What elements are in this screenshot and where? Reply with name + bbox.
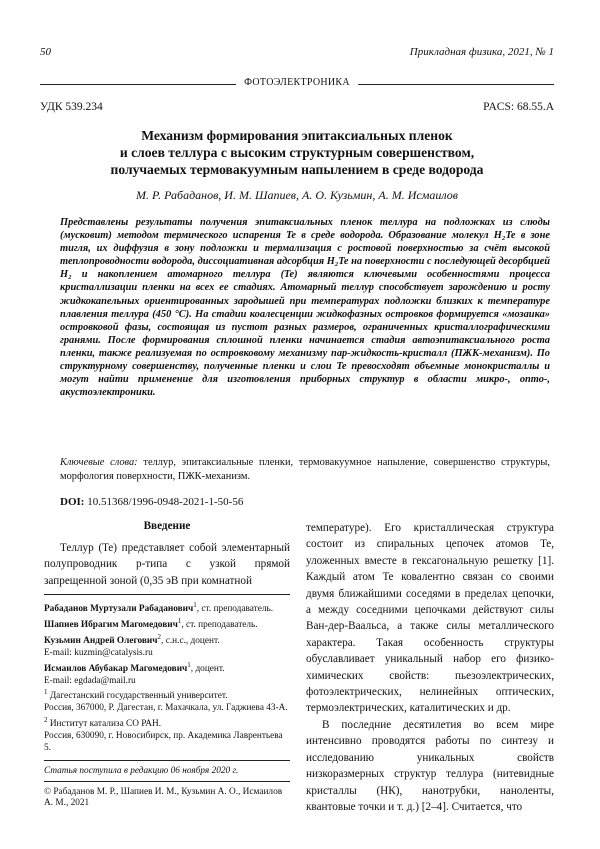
title-line: получаемых термовакуумным напылением в среде водорода [110,162,484,177]
keywords-label: Ключевые слова: [60,457,138,468]
body-paragraph: температуре). Его кристаллическая структура состоит из спиральных цепочек атомов Te, уложенных вместе в гексагональную решетку [1]. Каждый атом Te ковалентно связан со своими двумя ближайшими соседями в пределах цепочки, а между соседними цепочками действуют силы Ван-дер-Ваальса, а также силы металлического характера. Такая особенность структуры обуславливает уникальный набор его физико-химических свойств: пьезоэлектрических, фотоэлектрических, нелинейных оптических, термоэлектрических, каталитических и др. [306,522,554,715]
affiliation-author-2: Шапиев Ибрагим Магомедович$^1$, ст. преподаватель. [44,617,258,631]
title-line: и слоев теллура с высоким структурным совершенством, [119,145,475,160]
copyright-notice: © Рабаданов М. Р., Шапиев И. М., Кузьмин А. О., Исмаилов А. М., 2021 [44,786,283,809]
author-email: E-mail: egdada@mail.ru [44,675,136,686]
keywords [60,456,550,483]
organization-2-address: Россия, 630090, г. Новосибирск, пр. Академика Лаврентьева 5. [44,730,283,753]
paper-title [40,127,554,178]
title-line: Механизм формирования эпитаксиальных пленок [141,128,453,143]
intro-heading: Введение [143,520,191,532]
journal-reference: Прикладная физика, 2021, № 1 [409,46,554,58]
left-column [44,520,290,810]
section-label: ФОТОЭЛЕКТРОНИКА [236,77,358,88]
right-column [306,520,554,815]
footnote-separator [44,760,290,761]
body-paragraph: В последние десятилетия во всем мире интенсивно проводятся работы по синтезу и исследованию уникальных свойств низкоразмерных структур теллура (нитевидные кристаллы (НК), нанотрубки, наноленты, квантовые точки и т. д.) [2–4]. Считается, что [306,718,554,813]
abstract: Представлены результаты получения эпитаксиальных пленок теллура на подложках из слюды (мусковит) методом термического испарения Te в среде водорода. Образование молекул H₂Te в зоне тигля, их диффузия в зону подложки и термализация с ростовой поверхностью за счёт высокой теплопроводности водорода, диссоциативная адсорбция H₂Te на поверхности с последующей десорбцией H₂ и накоплением атомарного теллура (Te) являются ключевыми особенностями процесса кристаллизации пленки на всех ее стадиях. Атомарный теллур способствует зарождению и росту жидкокапельных ориентированных зародышей при температурах подложки близких к температуре плавления теллура (450 °С). На стадии коалесценции жидкофазных островков формируется «мозаика» островковой фазы, состоящая из пустот разных размеров, ограниченных кристаллографическими гранями. После формирования сплошной пленки начинается стадия автоэпитаксиального роста пленки, также реализуемая по островковому механизму пар-жидкость-кристалл (ПЖК-механизм). По структурному совершенству, полученные пленки и слои Te превосходят объемные монокристаллы и могут найти применение для изготовления приборных структур в области микро-, опто-, акустоэлектроники. [60,217,550,399]
doi [60,496,243,508]
doi-value: 10.51368/1996-0948-2021-1-50-56 [87,496,244,508]
udk-code: УДК 539.234 [40,101,103,113]
pacs-code: PACS: 68.55.A [483,101,554,113]
organization-1: $^1$ Дагестанский государственный университет. [44,688,228,702]
organization-1-address: Россия, 367000, Р. Дагестан, г. Махачкала, ул. Гаджиева 43-А. [44,703,288,714]
keywords-text: теллур, эпитаксиальные пленки, термовакуумное напыление, совершенство структуры, морфология поверхности, ПЖК-механизм. [60,457,550,482]
affiliation-author-3: Кузьмин Андрей Олегович$^2$, с.н.с., доцент. [44,633,220,647]
author-email: E-mail: kuzmin@catalysis.ru [44,647,153,658]
footnote-separator [44,594,290,595]
page-number: 50 [40,46,51,58]
affiliation-author-4: Исмаилов Абубакар Магомедович$^1$, доцент. [44,660,225,674]
received-date: Статья поступила в редакцию 06 ноября 2020 г. [44,765,239,776]
footnote-separator [44,781,290,782]
section-rule [40,77,554,91]
affiliation-author-1: Рабаданов Муртузали Рабаданович$^1$, ст. преподаватель. [44,601,274,615]
organization-2: $^2$ Институт катализа СО РАН. [44,716,162,730]
intro-paragraph: Теллур (Te) представляет собой элементарный полупроводник p-типа с узкой прямой запрещенной зоной (0,35 эВ при комнатной [44,542,290,587]
author-affiliations [44,600,290,754]
author-list: М. Р. Рабаданов, И. М. Шапиев, А. О. Кузьмин, А. М. Исмаилов [136,188,458,202]
doi-label: DOI: [60,496,85,508]
